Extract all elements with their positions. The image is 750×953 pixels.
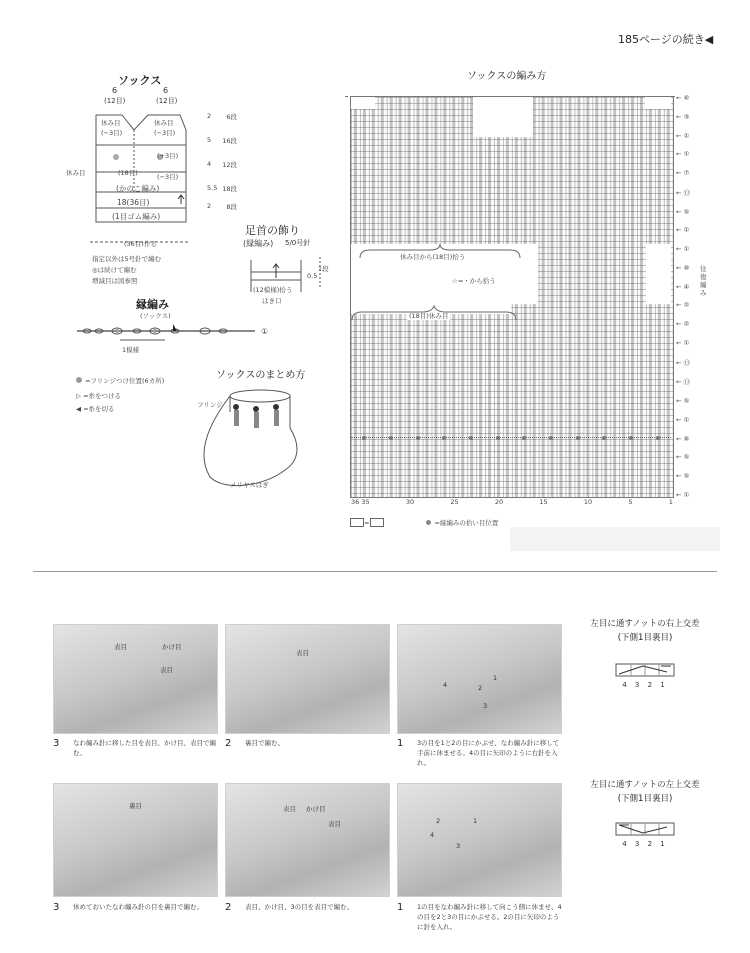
photo-label: 3: [456, 842, 461, 850]
step-description: 休めておいたなわ編み針の目を裏目で編む。: [73, 903, 203, 911]
photo-label: 1: [493, 674, 498, 682]
x-tick: 20: [494, 498, 504, 506]
count-1836: 18(36目): [117, 198, 150, 207]
rest-right: 休み目: [154, 119, 174, 127]
side-a-1: 5: [207, 136, 212, 144]
step-description: 3の目を1と2の目にかぶせ、なわ編み針に移して手前に休ませる。4の目に矢印のように右針を入れ。: [417, 739, 560, 767]
symbol-numbers: 4 3 2 1: [622, 681, 668, 689]
rest-right-sub: (−3目): [154, 129, 176, 137]
photo-step-bottom-2: [225, 783, 390, 897]
step-caption: [397, 902, 562, 932]
edging-title: 縁編み: [136, 298, 169, 311]
photo-label: 表目: [114, 643, 127, 651]
step-caption: [53, 738, 218, 758]
cross-symbol-icon: [615, 822, 675, 836]
socks-title: ソックス: [118, 74, 162, 87]
ankle-opening: はき口: [262, 297, 282, 305]
photo-step-top-3: [53, 624, 218, 734]
key-note: =縁編みの拾い目位置: [434, 519, 499, 527]
cast-on-label: (36目)作る: [124, 240, 157, 248]
photo-step-bottom-3: [53, 783, 218, 897]
finishing-title: ソックスのまとめ方: [216, 370, 306, 381]
photo-label: 表目: [328, 820, 341, 828]
note-1: 指定以外は5号針で編む: [92, 255, 162, 263]
rest-mid: 休み目: [66, 169, 86, 177]
symbol-sub: (下側1目裏目): [617, 633, 673, 643]
chart-gap-top-right: [645, 97, 671, 109]
step-description: なわ編み針に移した目を表目、かけ目、表目で編む。: [73, 739, 216, 757]
section-divider: [33, 571, 717, 572]
ankle-height: 0.5: [307, 272, 318, 280]
attach-yarn-icon: ▷: [76, 392, 84, 400]
step-number: 1: [397, 738, 404, 749]
photo-label: 2: [478, 684, 483, 692]
chart-gap-top-mid: [473, 97, 533, 137]
key-knit-square-icon: [370, 518, 384, 527]
legend-fringe: =フリンジつけ位置(6カ所): [85, 377, 165, 385]
step-caption: [397, 738, 562, 768]
cross-symbol-icon: [615, 663, 675, 677]
label-star: ☆=・から拾う: [452, 277, 496, 285]
svg-text:①: ①: [261, 327, 269, 336]
side-a-0: 2: [207, 112, 212, 120]
photo-label: 裏目: [129, 802, 142, 810]
key-blank: =: [364, 518, 370, 527]
symbol-sub: (下側1目裏目): [617, 794, 673, 804]
minus-three: (−3目): [157, 173, 179, 181]
step-number: 2: [225, 902, 232, 913]
legend-cut: =糸を切る: [83, 405, 115, 413]
photo-step-top-2: [225, 624, 390, 734]
width-left-sub: (12目): [104, 97, 126, 105]
chart-gap-top-left: [351, 97, 375, 109]
fringe-label: フリンジ: [197, 401, 223, 409]
note-3: 増減目は図参照: [92, 277, 138, 285]
label-pickfrom: 休み目から(18目)拾う: [400, 253, 466, 261]
side-b-3: 18段: [222, 185, 237, 193]
photo-label: 4: [430, 831, 435, 839]
rest-left-sub: (−3目): [101, 129, 123, 137]
side-b-2: 12段: [222, 161, 237, 169]
chart-key: [350, 518, 498, 527]
photo-label: かけ目: [162, 643, 182, 651]
step-number: 3: [53, 738, 60, 749]
x-tick: 25: [450, 498, 459, 506]
edging-sub: (ソックス): [140, 312, 171, 320]
photo-label: 3: [483, 702, 488, 710]
scan-artifact: [510, 527, 720, 551]
step-description: 裏目で編む。: [245, 739, 284, 747]
side-a-4: 2: [207, 202, 212, 210]
photo-label: 表目: [296, 649, 309, 657]
symbol-title: 左目に通すノットの右上交差: [590, 619, 700, 629]
photo-step-top-1: [397, 624, 562, 734]
ankle-title: 足首の飾り: [245, 224, 300, 237]
step-caption: [225, 902, 390, 913]
side-a-2: 4: [207, 160, 212, 168]
side-a-3: 5.5: [207, 184, 218, 192]
photo-label: 表目: [160, 666, 173, 674]
pattern-label: (かのこ編み): [116, 184, 160, 193]
side-b-0: 6段: [226, 113, 237, 121]
rest-left: 休み目: [101, 119, 121, 127]
x-tick: 1: [668, 498, 673, 506]
x-tick: 30: [405, 498, 415, 506]
chart-row-markers: ← ⑥ ← ③ ← ① ← ① ← ⑦ ← ⑬ ← ⑤ ← ① ← ① ← ⑩ ← ④ ← ② ← ② ← ① ← ⑬ ← ⑬ ← ⑤ ← ① ← ⑧ ← ⑤ ← ⑤ ← ①: [676, 94, 691, 499]
key-blank-square-icon: [350, 518, 364, 527]
ankle-needle: 5/0号針: [285, 239, 311, 247]
photo-label: 1: [473, 817, 478, 825]
photo-label: 表目: [283, 805, 296, 813]
key-pickup-dot-icon: [426, 520, 431, 525]
ankle-rows: 1段: [318, 265, 329, 273]
step-number: 3: [53, 902, 60, 913]
seam-label: メリヤスはぎ: [230, 481, 269, 489]
photo-label: 2: [436, 817, 441, 825]
step-caption: [53, 902, 218, 913]
width-right-sub: (12目): [156, 97, 178, 105]
photo-label: 4: [443, 681, 448, 689]
symbol-title: 左目に通すノットの左上交差: [590, 780, 700, 790]
label-rest18: (18目)休み目: [409, 312, 449, 320]
edging-diagram: [75, 318, 275, 354]
symbol-block-1: [570, 617, 720, 689]
side-b-1: 16段: [222, 137, 237, 145]
x-tick: 15: [539, 498, 548, 506]
plus-three: (+3目): [157, 152, 179, 160]
step-description: 1の目をなわ編み針に移して向こう側に休ませ、4の目を2と3の目にかぶせる。2の目に矢印のように針を入れ。: [417, 903, 562, 931]
chart-x-ticks: [351, 498, 673, 506]
step-description: 表目、かけ目、3の目を表目で編む。: [245, 903, 354, 911]
photo-label: かけ目: [306, 805, 326, 813]
ankle-pickup: (12模様)拾う: [253, 286, 293, 294]
step-number: 2: [225, 738, 232, 749]
step-caption: [225, 738, 390, 749]
x-tick: 5: [628, 498, 633, 506]
chart-braces: [350, 240, 680, 330]
x-tick: 36 35: [351, 498, 370, 506]
edging-repeat: 1模様: [122, 346, 140, 354]
step-number: 1: [397, 902, 404, 913]
count-18: (18目): [118, 169, 138, 177]
ankle-sub: (縁編み): [243, 239, 274, 248]
chart-title: ソックスの編み方: [467, 71, 547, 82]
symbol-block-2: [570, 778, 720, 848]
note-2: ◎は続けて編む: [92, 266, 137, 274]
x-tick: 10: [583, 498, 593, 506]
legend-attach: =糸をつける: [83, 392, 122, 400]
pickup-dots: [351, 436, 671, 440]
photo-step-bottom-1: [397, 783, 562, 897]
width-left: 6: [112, 86, 118, 95]
symbol-numbers: 4 3 2 1: [622, 840, 668, 848]
cut-yarn-icon: ◀: [76, 405, 84, 413]
fringe-dot-icon: [76, 377, 82, 383]
continued-note: 185ページの続き◀: [618, 33, 714, 46]
label-back-forth: 往復編み: [700, 265, 707, 297]
side-b-4: 8段: [226, 203, 237, 211]
width-right: 6: [163, 86, 169, 95]
rib-label: (1目ゴム編み): [112, 212, 161, 221]
